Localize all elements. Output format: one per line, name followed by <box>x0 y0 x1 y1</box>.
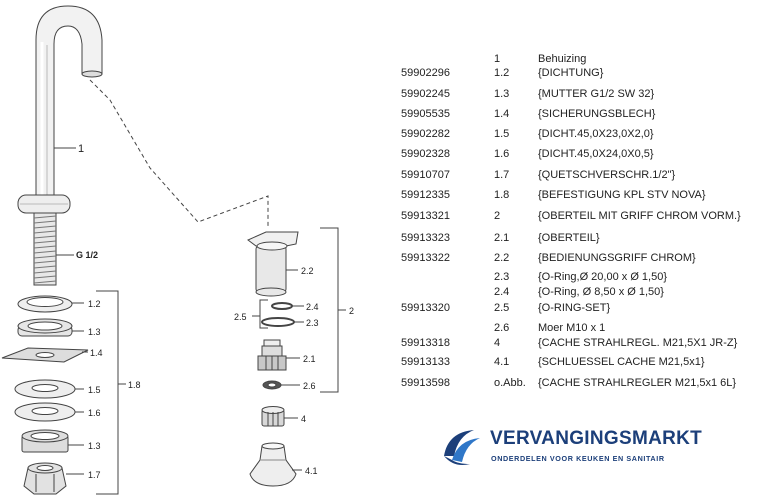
callout-2-3: 2.3 <box>306 318 319 328</box>
part-position: 4 <box>494 337 501 349</box>
part-position: 1.4 <box>494 108 510 120</box>
callout-1-8: 1.8 <box>128 380 141 390</box>
part-position: 2.4 <box>494 286 510 298</box>
part-position: 1.3 <box>494 88 510 100</box>
callout-2-5: 2.5 <box>234 312 247 322</box>
part-position: 2.5 <box>494 302 510 314</box>
part-article: 59913323 <box>401 232 450 244</box>
brand-tagline: ONDERDELEN VOOR KEUKEN EN SANITAIR <box>491 454 665 463</box>
part-position: 2.2 <box>494 252 510 264</box>
part-description: {O-Ring, Ø 8,50 x Ø 1,50} <box>538 286 664 298</box>
part-article: 59902296 <box>401 67 450 79</box>
callout-g12: G 1/2 <box>76 250 99 260</box>
part-description: {SCHLUESSEL CACHE M21,5x1} <box>538 356 705 368</box>
part-description: {CACHE STRAHLREGLER M21,5x1 6L} <box>538 377 737 389</box>
part-article: 59913322 <box>401 252 450 264</box>
brand-swoosh-icon <box>440 424 486 470</box>
callout-2-6: 2.6 <box>303 381 316 391</box>
part-article: 59912335 <box>401 189 450 201</box>
part-description: {DICHTUNG} <box>538 67 604 79</box>
callout-4: 4 <box>301 414 307 424</box>
part-description: {OBERTEIL MIT GRIFF CHROM VORM.} <box>538 210 741 222</box>
part-article: 59910707 <box>401 169 450 181</box>
part-description: {BEFESTIGUNG KPL STV NOVA} <box>538 189 706 201</box>
callout-1-2: 1.2 <box>88 299 101 309</box>
part-position: o.Abb. <box>494 377 526 389</box>
part-description: {CACHE STRAHLREGL. M21,5X1 JR-Z} <box>538 337 738 349</box>
callout-1-3: 1.3 <box>88 327 101 337</box>
part-position: 1.6 <box>494 148 510 160</box>
part-description: {OBERTEIL} <box>538 232 600 244</box>
part-description: {BEDIENUNGSGRIFF CHROM} <box>538 252 696 264</box>
part-description: Moer M10 x 1 <box>538 322 606 334</box>
part-position: 1 <box>494 53 501 65</box>
part-position: 1.7 <box>494 169 510 181</box>
brand-name: VERVANGINGSMARKT <box>490 428 703 449</box>
part-article: 59913133 <box>401 356 450 368</box>
callout-1-4: 1.4 <box>90 348 103 358</box>
callout-2: 2 <box>349 306 355 316</box>
callout-1-7: 1.7 <box>88 470 101 480</box>
callout-1: 1 <box>78 143 85 155</box>
part-article: 59902328 <box>401 148 450 160</box>
part-description: {MUTTER G1/2 SW 32} <box>538 88 655 100</box>
part-position: 4.1 <box>494 356 510 368</box>
part-description: {QUETSCHVERSCHR.1/2"} <box>538 169 676 181</box>
part-article: 59902245 <box>401 88 450 100</box>
part-article: 59913321 <box>401 210 450 222</box>
part-position: 1.2 <box>494 67 510 79</box>
part-article: 59913320 <box>401 302 450 314</box>
part-description: {DICHT.45,0X23,0X2,0} <box>538 128 654 140</box>
part-position: 1.8 <box>494 189 510 201</box>
part-position: 2.6 <box>494 322 510 334</box>
callout-2-2: 2.2 <box>301 266 314 276</box>
callout-4-1: 4.1 <box>305 466 318 476</box>
part-article: 59905535 <box>401 108 450 120</box>
callout-2-1: 2.1 <box>303 354 316 364</box>
callout-1-6: 1.6 <box>88 408 101 418</box>
part-description: {SICHERUNGSBLECH} <box>538 108 656 120</box>
part-description: {O-Ring,Ø 20,00 x Ø 1,50} <box>538 271 668 283</box>
part-description: Behuizing <box>538 53 587 65</box>
part-position: 2.3 <box>494 271 510 283</box>
part-position: 2.1 <box>494 232 510 244</box>
part-description: {O-RING-SET} <box>538 302 611 314</box>
callout-2-4: 2.4 <box>306 302 319 312</box>
callout-1-5: 1.5 <box>88 385 101 395</box>
callout-1-3-lower: 1.3 <box>88 441 101 451</box>
part-position: 2 <box>494 210 501 222</box>
part-article: 59902282 <box>401 128 450 140</box>
part-article: 59913318 <box>401 337 450 349</box>
part-position: 1.5 <box>494 128 510 140</box>
part-article: 59913598 <box>401 377 450 389</box>
part-description: {DICHT.45,0X24,0X0,5} <box>538 148 654 160</box>
brand-logo <box>440 420 740 480</box>
